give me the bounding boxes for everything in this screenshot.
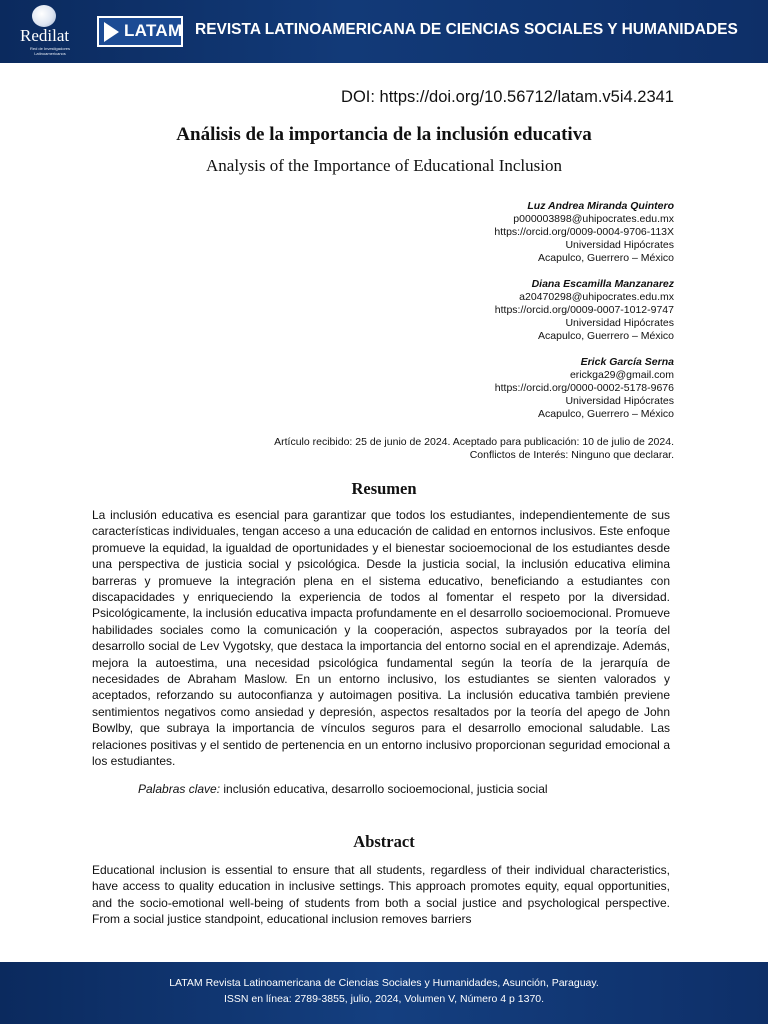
redilat-logo [18,5,80,59]
author-orcid[interactable]: https://orcid.org/0009-0004-9706-113X [494,226,674,238]
author-institution: Universidad Hipócrates [565,317,674,329]
author-email[interactable]: p000003898@uhipocrates.edu.mx [513,213,674,225]
author-location: Acapulco, Guerrero – México [538,330,674,342]
play-arrow-icon [104,22,119,42]
author-email[interactable]: erickga29@gmail.com [569,369,674,381]
author-block [494,200,674,265]
latam-logo [97,16,183,47]
author-institution: Universidad Hipócrates [565,239,674,251]
author-location: Acapulco, Guerrero – México [538,252,674,264]
author-name: Erick García Serna [580,356,674,368]
author-block [494,356,674,421]
journal-footer [0,962,768,1024]
author-orcid[interactable]: https://orcid.org/0000-0002-5178-9676 [494,382,674,394]
author-block [494,278,674,343]
keywords-label: Palabras clave: [138,782,221,796]
keywords-value: inclusión educativa, desarrollo socioemocional, justicia social [223,782,548,796]
resumen-heading: Resumen [351,479,417,498]
keywords-line [138,782,548,796]
received-date: Artículo recibido: 25 de junio de 2024. Aceptado para publicación: 10 de julio de 2024. [274,436,674,448]
conflicts-statement: Conflictos de Interés: Ninguno que declarar. [469,449,674,461]
author-list [494,200,674,434]
logo-name: Redilat [20,26,70,45]
article-title-en: Analysis of the Importance of Educational Inclusion [206,156,562,175]
article-dates [274,436,674,462]
journal-header [0,0,768,63]
journal-title: REVISTA LATINOAMERICANA DE CIENCIAS SOCIALES Y HUMANIDADES [195,21,738,38]
article-title-es: Análisis de la importancia de la inclusión educativa [176,124,592,145]
author-name: Luz Andrea Miranda Quintero [527,200,674,212]
abstract-heading: Abstract [353,832,415,851]
latam-badge-text: LATAM [124,21,183,40]
footer-line-2: ISSN en línea: 2789-3855, julio, 2024, Volumen V, Número 4 p 1370. [223,993,545,1005]
resumen-text: La inclusión educativa es esencial para garantizar que todos los estudiantes, independientemente de sus características individuales, tengan acceso a una educación de calidad en entornos inclusivos. Este enfoque promueve la equidad, la igualdad de oportunidades y el bienestar socioemocional de los estudiantes desde una perspectiva de justicia social y psicológica. Desde la justicia social, la inclusión educativa elimina barreras y promueve la integración plena en el sistema educativo, beneficiando a estudiantes con discapacidades y enriqueciendo la experiencia de todos al fomentar el respeto por la diversidad. Psicológicamente, la inclusión educativa impacta profundamente en el desarrollo socioemocional. Promueve habilidades sociales como la comunicación y la cooperación, aspectos subrayados por la teoría del desarrollo social de Lev Vygotsky, que destaca la importancia del entorno social en el aprendizaje. Además, mejora la autoestima, una necesidad psicológica fundamental según la teoría de la jerarquía de necesidades de Abraham Maslow. En un entorno inclusivo, los estudiantes se sienten valorados y aceptados, reforzando su autoconfianza y autoimagen positiva. La inclusión educativa también previene sentimientos negativos como ansiedad y depresión, aspectos resaltados por la teoría del apego de John Bowlby, que subraya la importancia de vínculos seguros para el desarrollo emocional saludable. Las relaciones positivas y el sentido de pertenencia en un entorno inclusivo proporcionan seguridad emocional a los estudiantes. [92,508,670,769]
doi-link[interactable]: DOI: https://doi.org/10.56712/latam.v5i4.2341 [341,88,674,106]
author-institution: Universidad Hipócrates [565,395,674,407]
author-email[interactable]: a20470298@uhipocrates.edu.mx [519,291,674,303]
footer-line-1: LATAM Revista Latinoamericana de Ciencias Sociales y Humanidades, Asunción, Paraguay. [169,977,599,989]
globe-icon [32,5,56,27]
logo-subtitle: Red de Investigadores Latinoamericanos [29,46,71,56]
author-orcid[interactable]: https://orcid.org/0009-0007-1012-9747 [494,304,674,316]
author-location: Acapulco, Guerrero – México [538,408,674,420]
author-name: Diana Escamilla Manzanarez [531,278,674,290]
abstract-text: Educational inclusion is essential to ensure that all students, regardless of their individual characteristics, have access to quality education in inclusive settings. This approach promotes equity, equal opportunities, and the socio-emotional well-being of students from both a social justice and psychological perspective. From a social justice standpoint, educational inclusion removes barriers [92,863,670,927]
